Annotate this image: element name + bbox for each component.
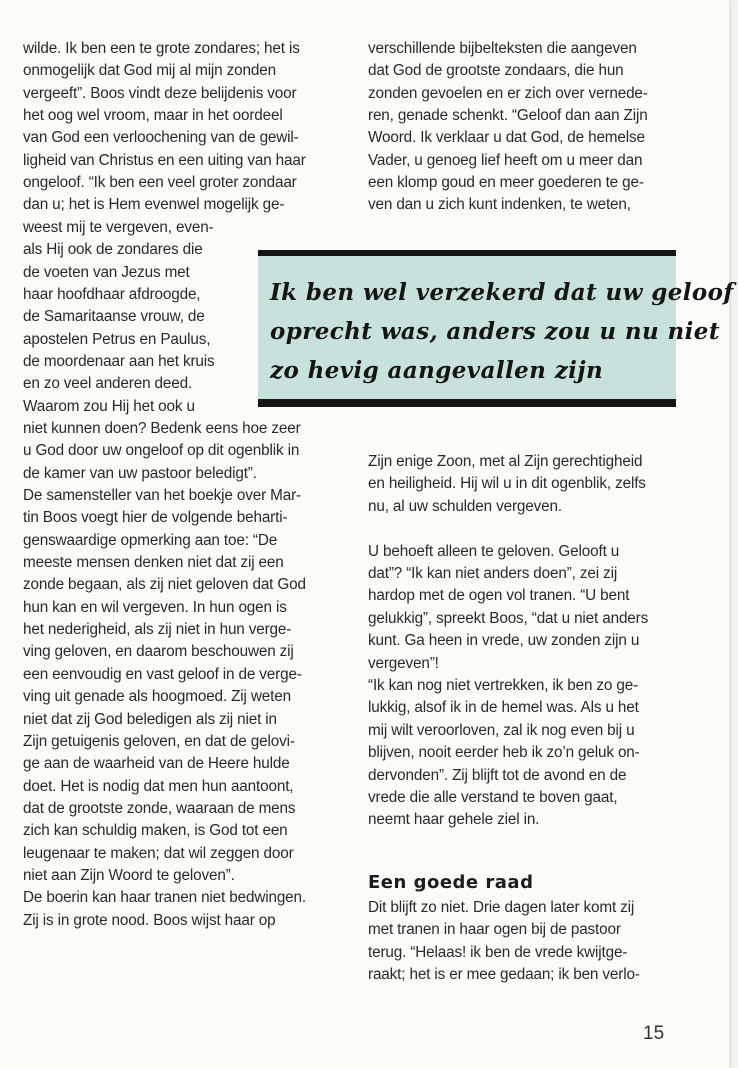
text-line: een eenvoudig en vast geloof in de verge- — [23, 665, 302, 683]
text-line: zonde begaan, als zij niet geloven dat God — [23, 576, 306, 594]
text-line: ongeloof. “Ik ben een veel groter zondaar — [23, 174, 297, 192]
text-line: dervonden”. Zij blijft tot de avond en de — [368, 766, 627, 784]
text-line: gelukkig”, spreekt Boos, “dat u niet anders — [368, 609, 649, 627]
section-heading: Een goede raad — [368, 872, 534, 893]
text-line: blijven, nooit eerder heb ik zo’n geluk on- — [368, 744, 640, 762]
text-line: van God een verloochening van de gewil- — [23, 129, 299, 147]
text-line: verschillende bijbelteksten die aangeven — [368, 40, 637, 57]
text-line: zich kan schuldig maken, is God tot een — [23, 822, 288, 840]
text-line: meeste mensen denken niet dat zij een — [23, 554, 284, 572]
text-line: ligheid van Christus en een uiting van haar — [23, 151, 306, 169]
text-line: ven dan u zich kunt indenken, te weten, — [368, 196, 631, 214]
text-line: niet dat zij God beledigen als zij niet in — [23, 710, 277, 728]
text-line: genswaardige opmerking aan toe: “De — [23, 531, 278, 549]
text-line: apostelen Petrus en Paulus, — [23, 330, 211, 348]
text-line: ge aan de waarheid van de Heere hulde — [23, 755, 290, 773]
text-line: terug. “Helaas! ik ben de vrede kwijtge- — [368, 943, 628, 961]
text-line: u God door uw ongeloof op dit ogenblik in — [23, 442, 300, 460]
text-line: de kamer van uw pastoor beledigt”. — [23, 464, 257, 482]
page-number: 15 — [643, 1023, 665, 1044]
text-line: lukkig, alsof ik in de hemel was. Als u het — [368, 699, 639, 717]
text-line: dat de grootste zonde, waaraan de mens — [23, 799, 296, 817]
text-line: tin Boos voegt hier de volgende beharti- — [23, 509, 288, 527]
text-line: De boerin kan haar tranen niet bedwingen. — [23, 889, 306, 907]
text-line: dat God de grootste zondaars, die hun — [368, 62, 624, 80]
text-line: ving uit genade als hoogmoed. Zij weten — [23, 688, 291, 706]
text-line: ren, genade schenkt. “Geloof dan aan Zijn — [368, 107, 648, 125]
text-line: Woord. Ik verklaar u dat God, de hemelse — [368, 129, 645, 147]
text-line: Zij is in grote nood. Boos wijst haar op — [23, 911, 276, 929]
text-line: de moordenaar aan het kruis — [23, 352, 215, 370]
text-line: niet aan Zijn Woord te geloven”. — [23, 866, 235, 884]
text-line: onmogelijk dat God mij al mijn zonden — [23, 62, 276, 80]
text-line: wilde. Ik ben een te grote zondares; het is — [23, 40, 300, 57]
text-line: weest mij te vergeven, even- — [23, 218, 214, 236]
text-line: niet kunnen doen? Bedenk eens hoe zeer — [23, 419, 301, 437]
pull-quote-line: Ik ben wel verzekerd dat uw geloof — [270, 279, 734, 306]
text-line: met tranen in haar ogen bij de pastoor — [368, 921, 621, 939]
text-line: hardop met de ogen vol tranen. “U bent — [368, 587, 630, 605]
text-line: de voeten van Jezus met — [23, 263, 190, 281]
text-line: hun kan en wil vergeven. In hun ogen is — [23, 598, 287, 616]
text-line: ving geloven, en daarom beschouwen zij — [23, 643, 294, 661]
pull-quote-line: zo hevig aangevallen zijn — [270, 357, 604, 384]
text-line: het nederigheid, als zij niet in hun verge- — [23, 621, 292, 639]
text-line: “Ik kan nog niet vertrekken, ik ben zo ge- — [368, 677, 639, 694]
text-line: Zijn getuigenis geloven, en dat de gelovi- — [23, 732, 295, 750]
text-line: de Samaritaanse vrouw, de — [23, 308, 205, 326]
text-line: en heiligheid. Hij wil u in dit ogenblik, zelfs — [368, 475, 646, 493]
text-line: kunt. Ga heen in vrede, uw zonden zijn u — [368, 632, 640, 650]
text-line: dat”? “Ik kan niet anders doen”, zei zij — [368, 565, 618, 582]
text-line: nu, al uw schulden vergeven. — [368, 497, 562, 515]
text-line: zonden gevoelen en er zich over vernede- — [368, 84, 648, 102]
text-line: raakt; het is er mee gedaan; ik ben verlo- — [368, 966, 640, 984]
text-line: Dit blijft zo niet. Drie dagen later komt zij — [368, 899, 635, 916]
text-line: doet. Het is nodig dat men hun aantoont, — [23, 777, 294, 795]
text-line: leugenaar te maken; dat wil zeggen door — [23, 844, 294, 862]
text-line: neemt haar gehele ziel in. — [368, 811, 540, 829]
text-line: Waarom zou Hij het ook u — [23, 397, 195, 415]
pull-quote-box — [258, 256, 734, 399]
text-line: en zo veel anderen deed. — [23, 375, 193, 393]
text-line: U behoeft alleen te geloven. Gelooft u — [368, 542, 620, 560]
text-line: haar hoofdhaar afdroogde, — [23, 285, 201, 303]
pull-quote-line: oprecht was, anders zou u nu niet — [270, 318, 720, 345]
text-line: dan u; het is Hem evenwel mogelijk ge- — [23, 196, 285, 214]
pull-quote — [258, 250, 734, 405]
text-line: vrede die alle verstand te boven gaat, — [368, 789, 618, 806]
text-line: mij wilt veroorloven, zal ik nog even bij u — [368, 721, 635, 739]
text-line: een klomp goud en meer goederen te ge- — [368, 174, 644, 192]
text-line: als Hij ook de zondares die — [23, 241, 203, 259]
text-line: Zijn enige Zoon, met al Zijn gerechtigheid — [368, 453, 643, 470]
text-line: Vader, u genoeg lief heeft om u meer dan — [368, 151, 643, 169]
pull-quote-bottom-rule — [258, 399, 676, 407]
text-line: het oog wel vroom, maar in het oordeel — [23, 107, 283, 125]
text-line: De samensteller van het boekje over Mar- — [23, 487, 301, 504]
text-line: vergeeft”. Boos vindt deze belijdenis voor — [23, 84, 297, 102]
text-line: vergeven”! — [368, 654, 439, 672]
